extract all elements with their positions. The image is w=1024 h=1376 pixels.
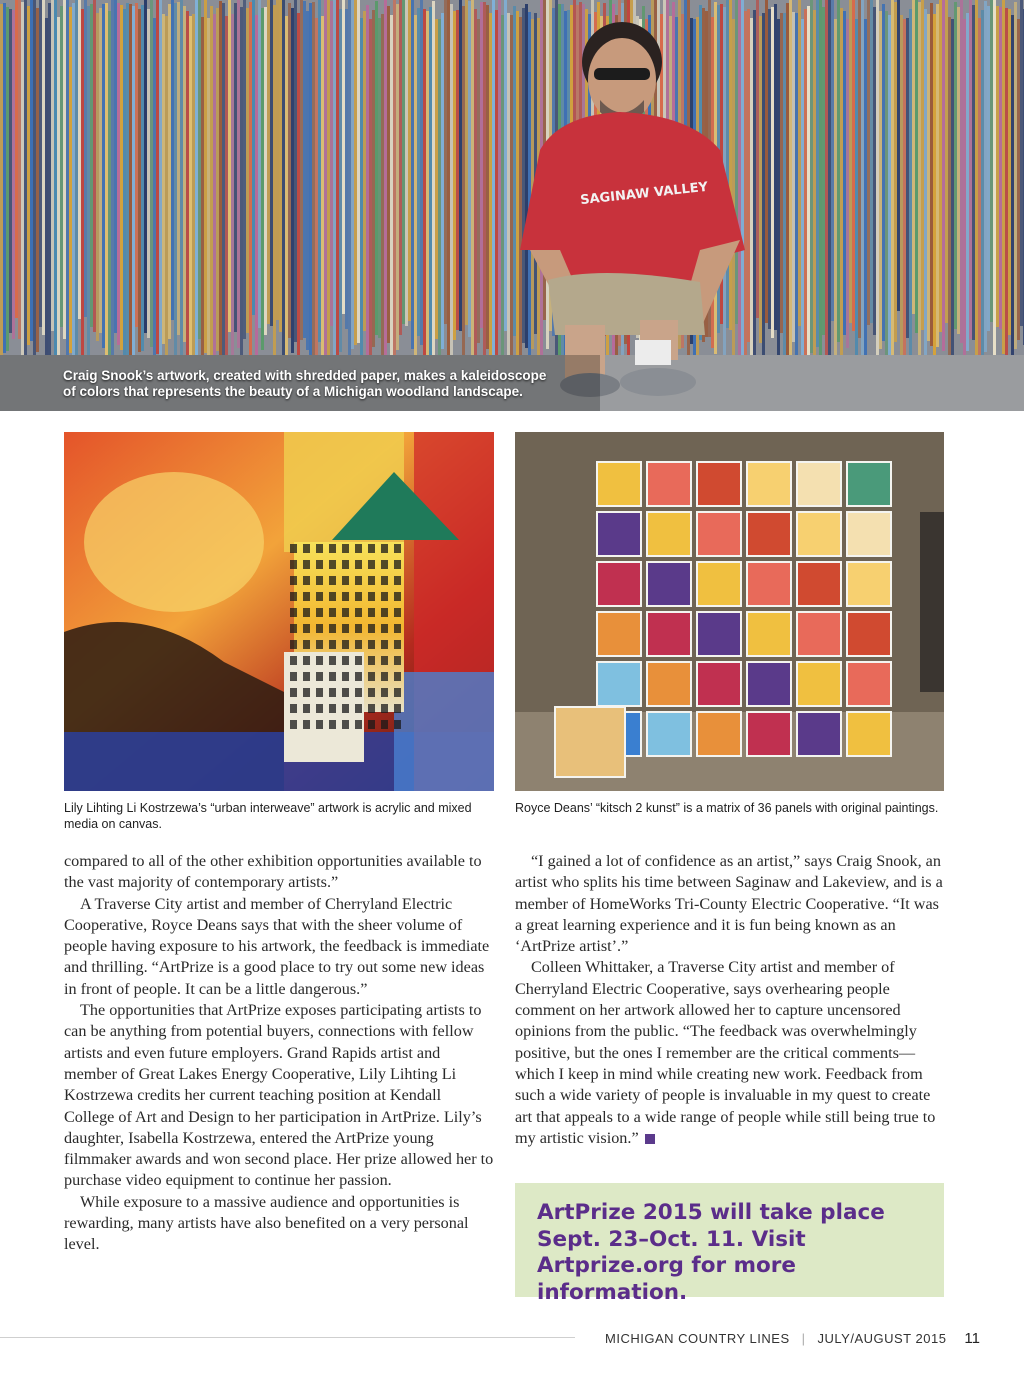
- artprize-callout: [515, 1183, 944, 1305]
- hero-caption: [63, 368, 583, 400]
- article-column-left: [64, 851, 494, 1256]
- callout-text: ArtPrize 2015 will take place Sept. 23–Oct. 11. Visit Artprize.org for more information.: [537, 1200, 885, 1305]
- footer-rule: [0, 1337, 575, 1338]
- hero-caption-line: of colors that represents the beauty of a Michigan woodland landscape.: [63, 384, 523, 399]
- page-number: 11: [964, 1330, 980, 1347]
- urban-interweave-photo: [64, 432, 494, 791]
- shirt-text: SAGINAW VALLEY: [579, 179, 709, 209]
- hero-caption-line: Craig Snook’s artwork, created with shredded paper, makes a kaleidoscope: [63, 368, 547, 383]
- shredded-paper-artwork: [0, 0, 1024, 411]
- kitsch-2-kunst-photo: [515, 432, 944, 791]
- kitsch-2-kunst-panels: [515, 432, 944, 791]
- end-of-article-icon: [645, 1134, 655, 1144]
- paragraph-text: Colleen Whittaker, a Traverse City artist and member of Cherryland Electric Cooperative, says overhearing people comment on her artwork allowed her to capture uncensored opinions from the public. “The feedback was overwhelmingly positive, but the ones I remember are the critical comments—which I keep in mind while creating new work. Feedback from such a wide variety of people is invaluable in my quest to create art that appeals to a wide range of people while still being true to my artistic vision.”: [515, 958, 936, 1147]
- left-photo-caption: Lily Lihting Li Kostrzewa’s “urban interweave” artwork is acrylic and mixed media on canvas.: [64, 801, 472, 831]
- paragraph: compared to all of the other exhibition opportunities available to the vast majority of contemporary artists.”: [64, 852, 482, 892]
- hero-photo: [0, 0, 1024, 411]
- paragraph: While exposure to a massive audience and opportunities is rewarding, many artists have also benefited on a very personal level.: [64, 1192, 469, 1254]
- footer-separator: |: [801, 1331, 806, 1346]
- issue-date: JULY/AUGUST 2015: [817, 1331, 947, 1346]
- paragraph: “I gained a lot of confidence as an artist,” says Craig Snook, an artist who splits his time between Saginaw and Lakeview, and is a member of HomeWorks Tri-County Electric Cooperative. “It was a great learning experience and it is fun being known as an ‘ArtPrize artist’.”: [515, 852, 943, 956]
- page-footer: [605, 1330, 980, 1347]
- paragraph: A Traverse City artist and member of Cherryland Electric Cooperative, Royce Deans says that with the sheer volume of people having exposure to his artwork, the feedback is immediate and thrilling. “ArtPrize is a good place to try out some new ideas in front of people. It can be a little dangerous.”: [64, 894, 490, 998]
- urban-interweave-painting: [64, 432, 494, 791]
- article-column-right: [515, 851, 945, 1149]
- paragraph: The opportunities that ArtPrize exposes participating artists to can be anything from potential buyers, connections with fellow artists and even future employers. Grand Rapids artist and member of Great Lakes Energy Cooperative, Lily Lihting Li Kostrzewa credits her current teaching position at Kendall College of Art and Design to her participation in ArtPrize. Lily’s daughter, Isabella Kostrzewa, entered the ArtPrize young filmmaker awards and won second place. Her prize allowed her to purchase video equipment to continue her passion.: [64, 1001, 494, 1190]
- paragraph: [515, 957, 945, 1149]
- right-photo-caption: Royce Deans’ “kitsch 2 kunst” is a matrix of 36 panels with original paintings.: [515, 801, 939, 815]
- publication-name: MICHIGAN COUNTRY LINES: [605, 1331, 790, 1346]
